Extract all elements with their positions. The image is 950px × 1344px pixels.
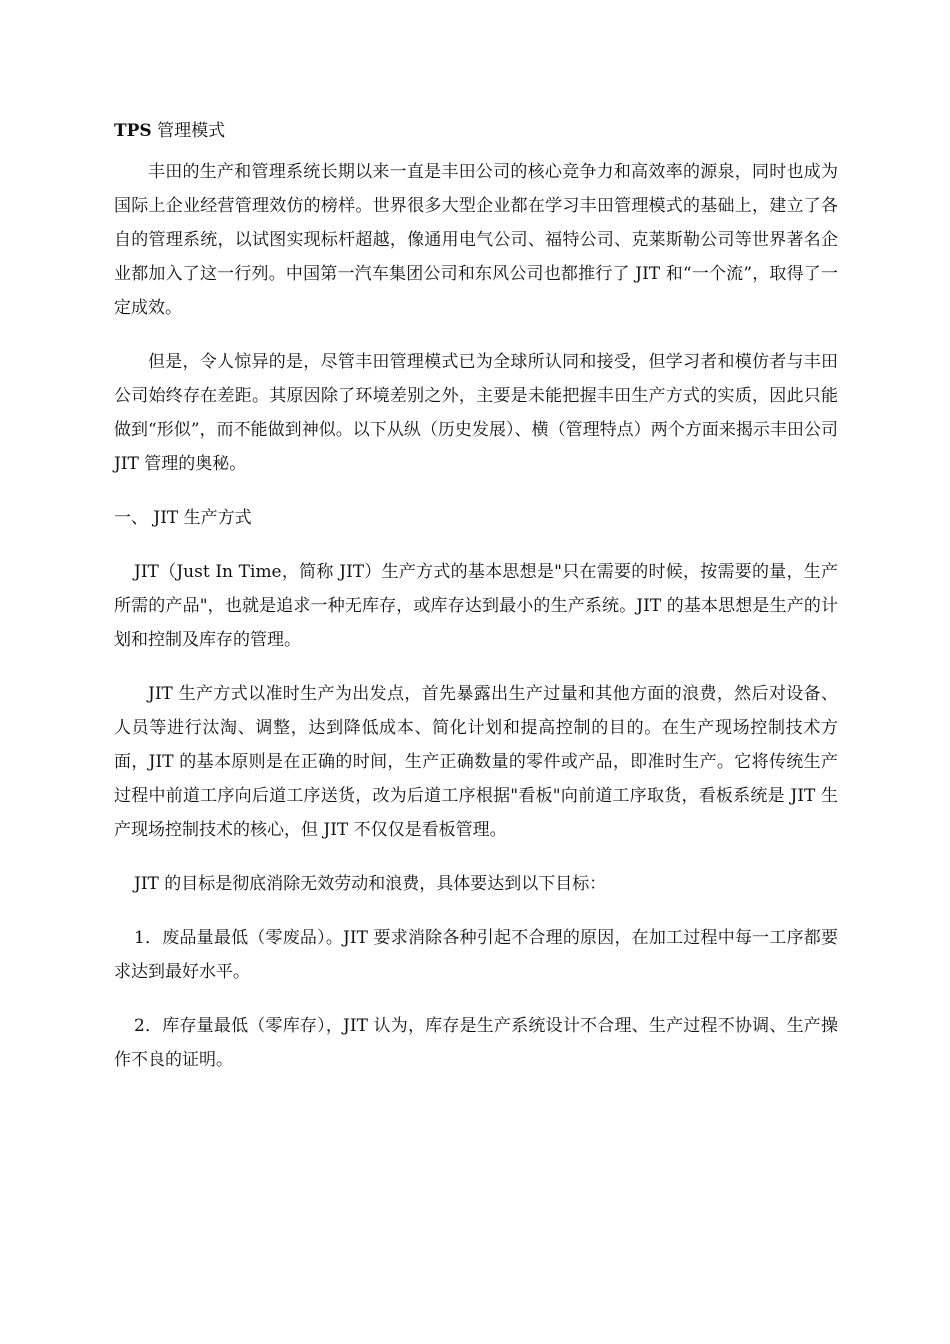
title-prefix: TPS [114,121,152,141]
list-item-zero-defects: 1．废品量最低（零废品）。JIT 要求消除各种引起不合理的原因，在加工过程中每一工序都要求达到最好水平。 [114,928,838,982]
document-title [114,114,838,154]
paragraph-jit-goal: JIT 的目标是彻底消除无效劳动和浪费，具体要达到以下目标： [134,874,607,894]
title-rest: 管理模式 [151,121,226,141]
section-heading-jit: 一、 JIT 生产方式 [114,508,252,528]
paragraph-difference: 但是，令人惊异的是，尽管丰田管理模式已为全球所认同和接受，但学习者和模仿者与丰田公司始终存在差距。其原因除了环境差别之外，主要是未能把握丰田生产方式的实质，因此只能做到“形似”，而不能做到神似。以下从纵（历史发展）、横（管理特点）两个方面来揭示丰田公司 JIT 管理的奥秘。 [114,352,838,474]
paragraph-jit-definition: JIT（Just In Time，简称 JIT）生产方式的基本思想是"只在需要的时候，按需要的量，生产所需的产品"，也就是追求一种无库存，或库存达到最小的生产系统。JIT 的基本思想是生产的计划和控制及库存的管理。 [114,562,838,650]
paragraph-jit-method: JIT 生产方式以准时生产为出发点，首先暴露出生产过量和其他方面的浪费，然后对设备、人员等进行汰淘、调整，达到降低成本、简化计划和提高控制的目的。在生产现场控制技术方面，JIT 的基本原则是在正确的时间，生产正确数量的零件或产品，即准时生产。它将传统生产过程中前道工序向后道工序送货，改为后道工序根据"看板"向前道工序取货，看板系统是 JIT 生产现场控制技术的核心，但 JIT 不仅仅是看板管理。 [114,684,838,840]
document-body [114,114,838,1077]
paragraph-intro: 丰田的生产和管理系统长期以来一直是丰田公司的核心竞争力和高效率的源泉，同时也成为国际上企业经营管理效仿的榜样。世界很多大型企业都在学习丰田管理模式的基础上，建立了各自的管理系统，以试图实现标杆超越，像通用电气公司、福特公司、克莱斯勒公司等世界著名企业都加入了这一行列。中国第一汽车集团公司和东风公司也都推行了 JIT 和“一个流”，取得了一定成效。 [114,162,838,318]
list-item-zero-inventory: 2．库存量最低（零库存），JIT 认为，库存是生产系统设计不合理、生产过程不协调、生产操作不良的证明。 [114,1016,838,1070]
